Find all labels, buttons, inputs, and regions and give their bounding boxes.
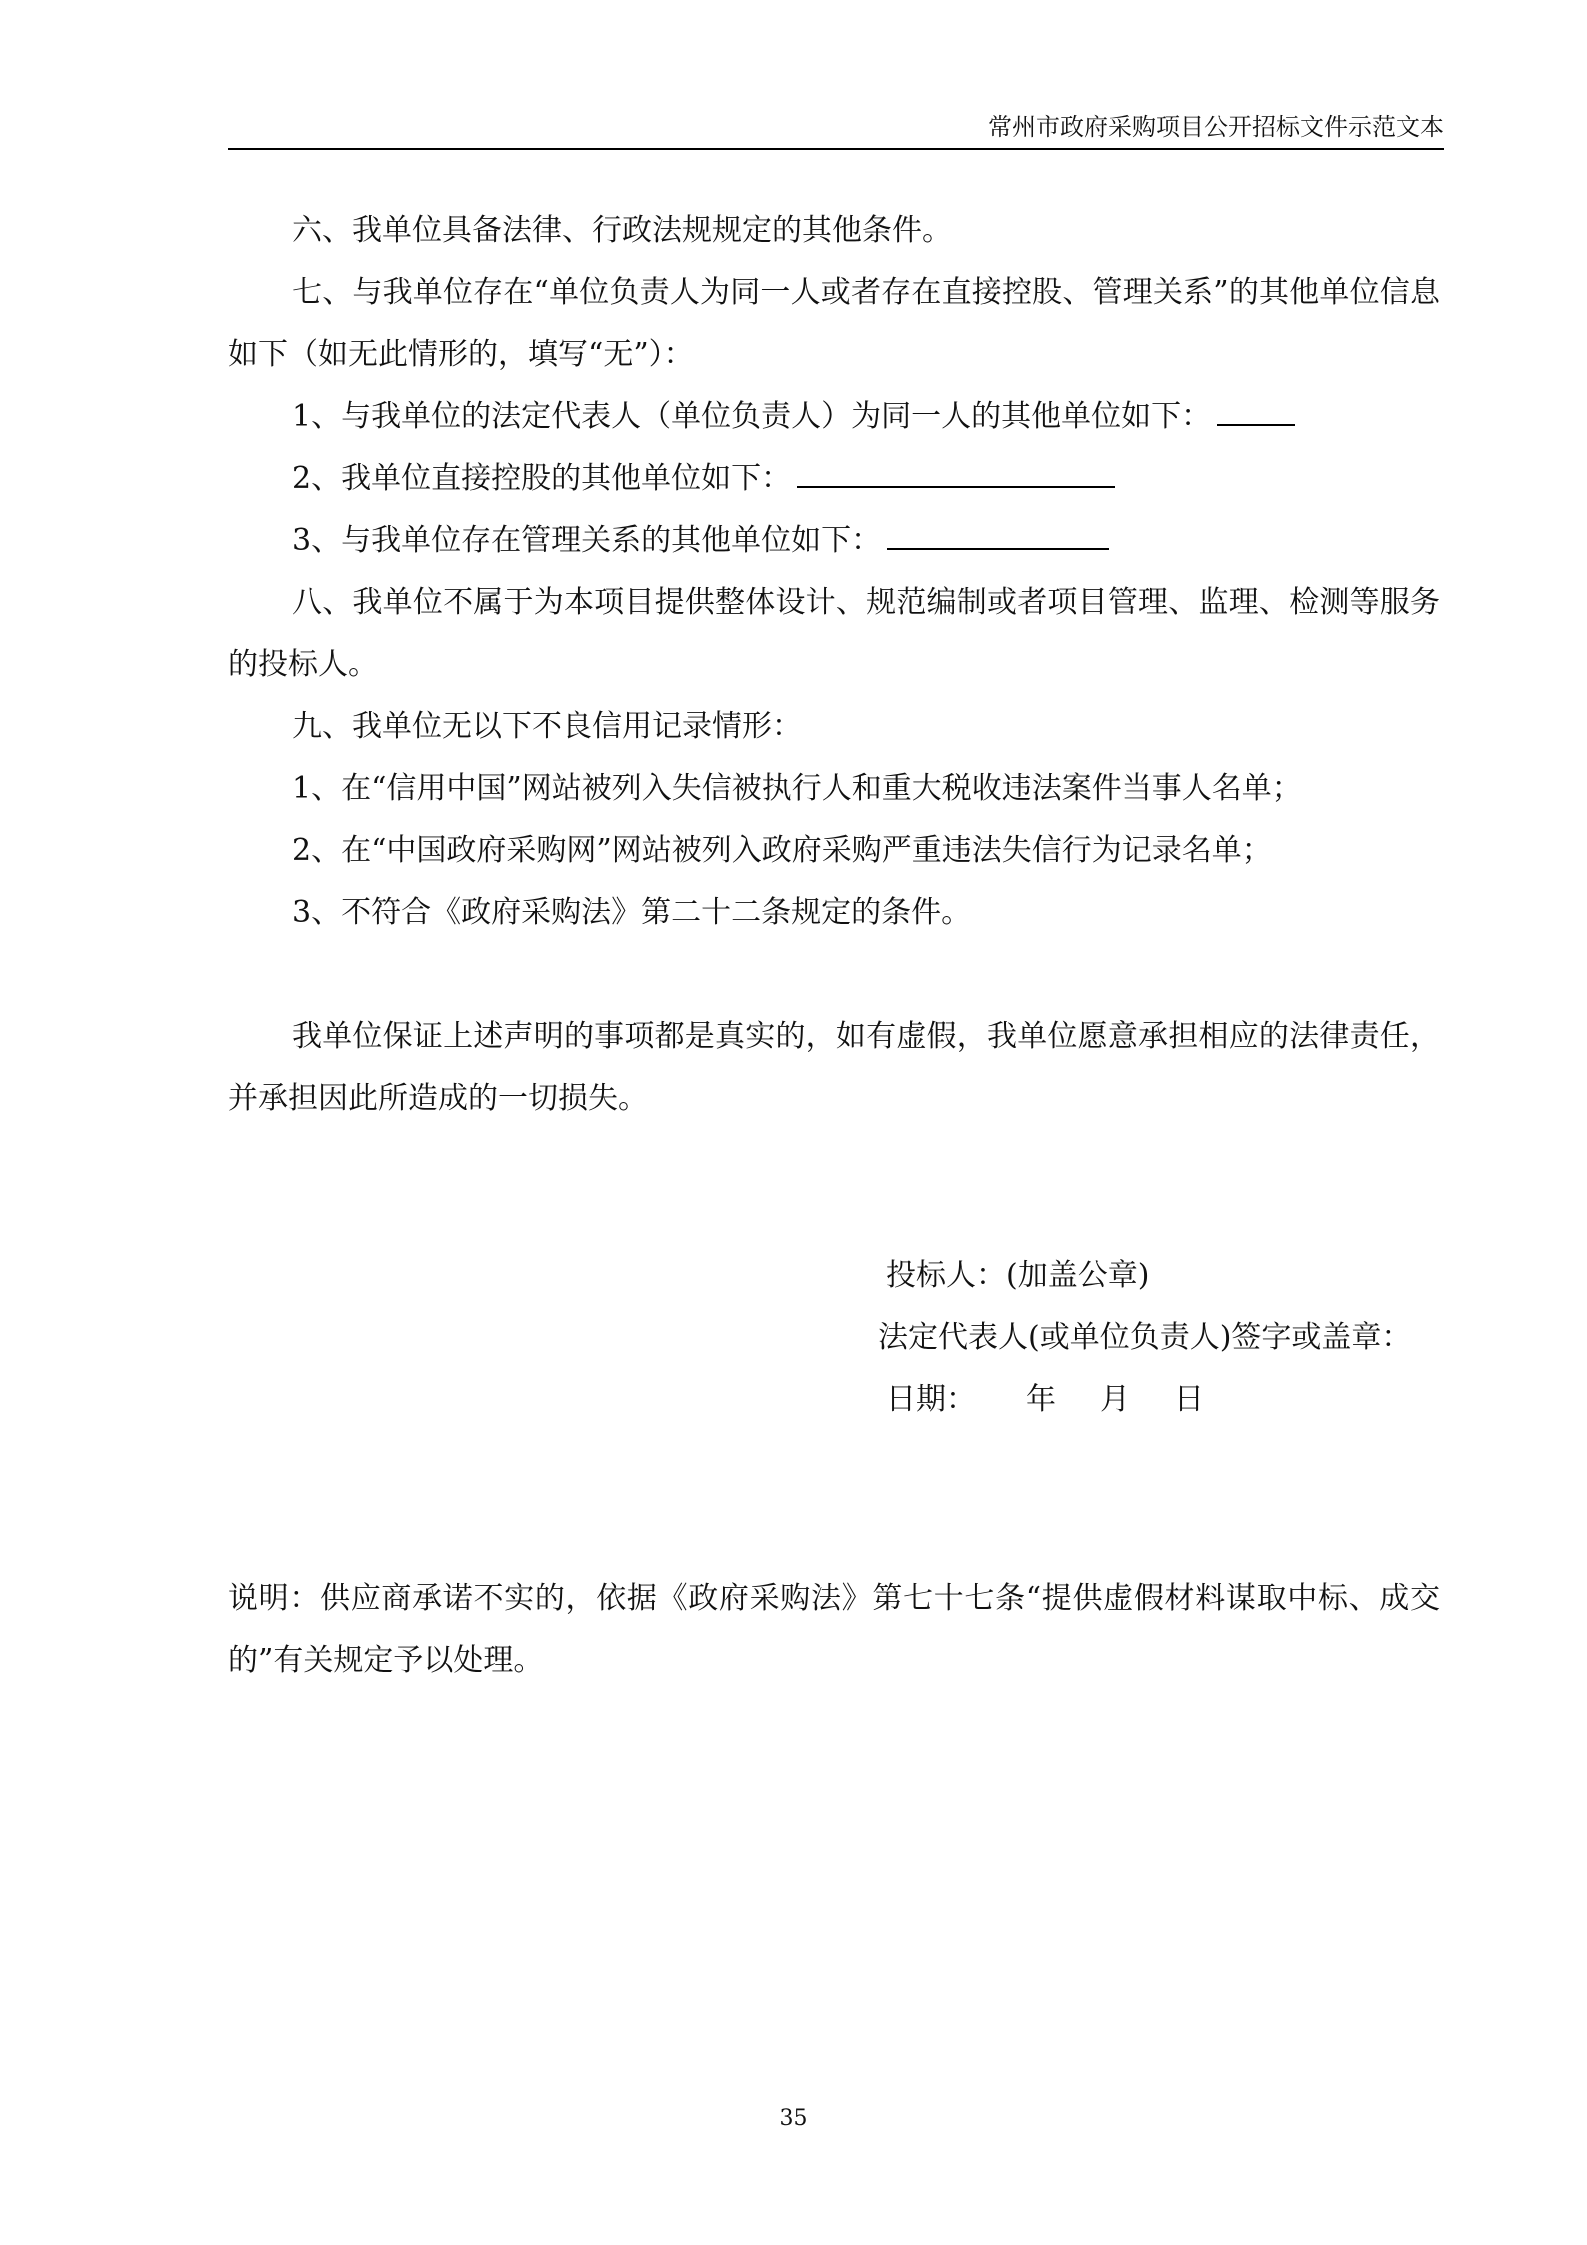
clause-7-item-1 (228, 386, 1440, 448)
clause-7-item-3-text: 3、与我单位存在管理关系的其他单位如下： (292, 523, 882, 558)
page-number: 35 (779, 2106, 808, 2131)
page-header (228, 112, 1444, 150)
clause-6: 六、我单位具备法律、行政法规规定的其他条件。 (292, 213, 952, 248)
note-text: 说明：供应商承诺不实的，依据《政府采购法》第七十七条“提供虚假材料谋取中标、成交的”有关规定予以处理。 (228, 1581, 1440, 1678)
clause-7: 七、与我单位存在“单位负责人为同一人或者存在直接控股、管理关系”的其他单位信息如下（如无此情形的，填写“无”）： (228, 275, 1440, 372)
date-year: 年 (1026, 1382, 1056, 1417)
representative-line: 法定代表人(或单位负责人)签字或盖章： (878, 1320, 1412, 1355)
spacer (228, 944, 1440, 1006)
note-block (228, 1568, 1440, 1692)
bidder-line: 投标人：(加盖公章) (886, 1258, 1150, 1293)
clause-9: 九、我单位无以下不良信用记录情形： (292, 709, 802, 744)
clause-8: 八、我单位不属于为本项目提供整体设计、规范编制或者项目管理、监理、检测等服务的投标人。 (228, 585, 1440, 682)
fill-in-blank-3[interactable] (887, 514, 1109, 550)
clause-9-item-3: 3、不符合《政府采购法》第二十二条规定的条件。 (292, 895, 972, 930)
fill-in-blank-1[interactable] (1217, 390, 1295, 426)
date-month: 月 (1100, 1382, 1130, 1417)
clause-7-item-2-text: 2、我单位直接控股的其他单位如下： (292, 461, 792, 496)
clause-7-item-3 (228, 510, 1440, 572)
date-day: 日 (1174, 1382, 1204, 1417)
header-title: 常州市政府采购项目公开招标文件示范文本 (988, 113, 1444, 141)
fill-in-blank-2[interactable] (797, 452, 1115, 488)
clause-9-item-2: 2、在“中国政府采购网”网站被列入政府采购严重违法失信行为记录名单； (292, 833, 1272, 868)
declaration-body (228, 200, 1440, 1130)
signature-block (878, 1245, 1411, 1431)
clause-7-item-2 (228, 448, 1440, 510)
guarantee-statement: 我单位保证上述声明的事项都是真实的，如有虚假，我单位愿意承担相应的法律责任，并承担因此所造成的一切损失。 (228, 1019, 1440, 1116)
date-line (878, 1369, 1411, 1431)
clause-7-item-1-text: 1、与我单位的法定代表人（单位负责人）为同一人的其他单位如下： (292, 399, 1212, 434)
date-label: 日期： (886, 1382, 976, 1417)
clause-9-item-1: 1、在“信用中国”网站被列入失信被执行人和重大税收违法案件当事人名单； (292, 771, 1302, 806)
